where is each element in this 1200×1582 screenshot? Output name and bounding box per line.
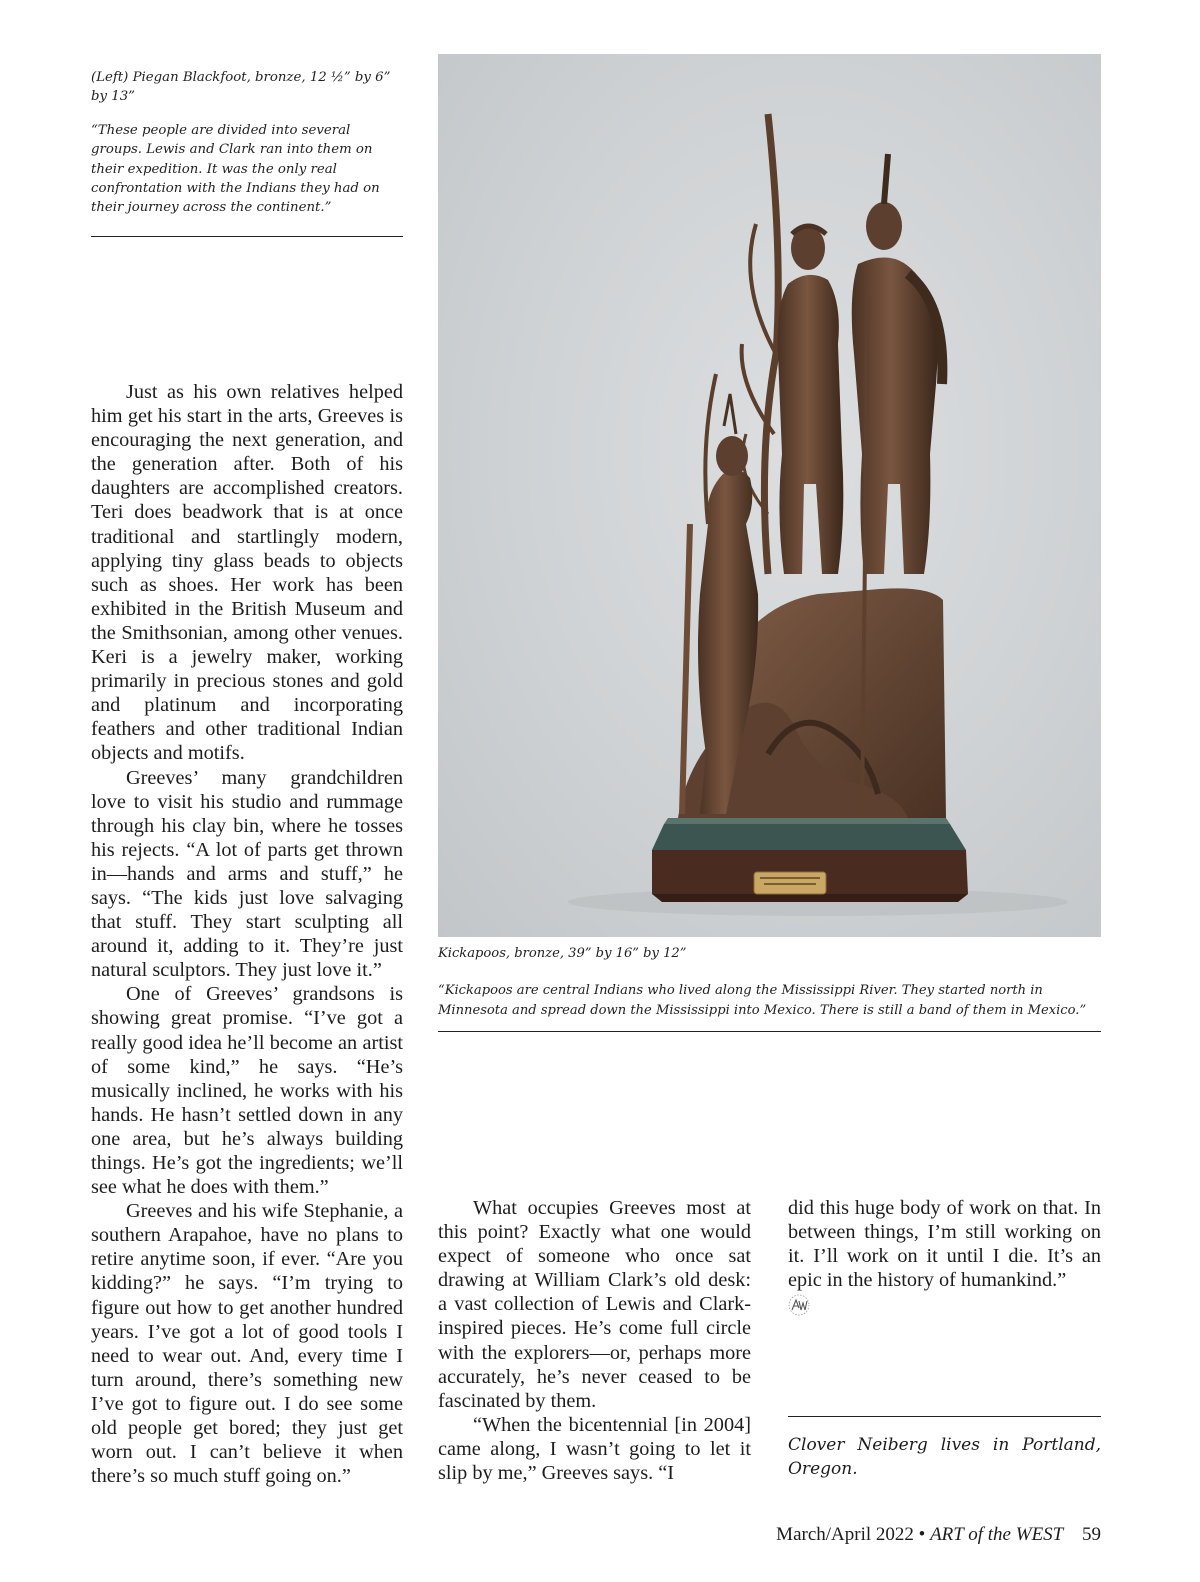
end-mark-icon — [788, 1294, 810, 1316]
paragraph: Greeves and his wife Stephanie, a southern Arapahoe, have no plans to retire anytime soon, if ever. “Are you kidding?” he says. “I’m trying to figure out how to get another hundred years. I’ve got a lot of good tools I need to wear out. And, every time I turn around, there’s something new I’ve got to figure out. I do see some old people get bored; they just get worn out. I can’t believe it when there’s so much stuff going on.” — [91, 1200, 403, 1488]
sculpture-illustration — [438, 54, 1101, 937]
paragraph: What occupies Greeves most at this point? Exactly what one would expect of someone who once sat drawing at William Clark’s old desk: a vast collection of Lewis and Clark-inspired pieces. He’s come full circle with the explorers—or, perhaps more accurately, he’s never ceased to be fascinated by them. — [438, 1197, 751, 1412]
footer-issue: March/April 2022 — [776, 1524, 914, 1545]
photo-caption-quote: “Kickapoos are central Indians who lived along the Mississippi River. They started north in Minnesota and spread down the Mississippi into Mexico. There is still a band of them in Mexico.” — [438, 983, 1087, 1018]
paragraph: did this huge body of work on that. In between things, I’m still working on it. I’ll work on it until I die. It’s an epic in the history of humankind.” — [788, 1197, 1101, 1292]
paragraph: Greeves’ many grandchildren love to visit his studio and rummage through his clay bin, where he tosses his rejects. “A lot of parts get thrown in—hands and arms and stuff,” he says. “The kids just love salvaging that stuff. They start sculpting all around it, adding to it. They’re just natural sculptors. They just love it.” — [91, 766, 403, 982]
left-caption-quote: “These people are divided into several groups. Lewis and Clark ran into them on their expedition. It was the only real confrontation with the Indians they had on their journey across the continent.” — [91, 122, 380, 216]
article-column-1 — [91, 380, 403, 1488]
author-note: Clover Neiberg lives in Portland, Oregon. — [788, 1435, 1101, 1479]
page-footer — [776, 1524, 1101, 1546]
kickapoos-sculpture-photo — [438, 54, 1101, 937]
author-rule — [788, 1416, 1101, 1417]
photo-caption-title: Kickapoos, bronze, 39” by 16” by 12” — [438, 946, 687, 961]
footer-magazine: ART of the WEST — [930, 1524, 1064, 1545]
photo-caption-rule — [438, 1031, 1101, 1032]
paragraph: “When the bicentennial [in 2004] came along, I wasn’t going to let it slip by me,” Greeves says. “I — [438, 1413, 751, 1485]
article-column-2 — [438, 1196, 751, 1485]
paragraph: Just as his own relatives helped him get his start in the arts, Greeves is encouraging the next generation, and the generation after. Both of his daughters are accomplished creators. Teri does beadwork that is at once traditional and startlingly modern, applying tiny glass beads to objects such as shoes. Her work has been exhibited in the British Museum and the Smithsonian, among other venues. Keri is a jewelry maker, working primarily in precious stones and gold and platinum and incorporating feathers and other traditional Indian objects and motifs. — [91, 381, 403, 765]
footer-bullet: • — [918, 1524, 926, 1545]
page-number: 59 — [1082, 1524, 1101, 1545]
photo-caption — [438, 944, 1101, 1020]
left-caption — [91, 68, 403, 218]
paragraph: One of Greeves’ grandsons is showing great promise. “I’ve got a really good idea he’ll become an artist of some kind,” he says. “He’s musically inclined, he works with his hands. He hasn’t settled down in any one area, but he’s always building things. He’s got the ingredients; we’ll see what he does with them.” — [91, 983, 403, 1199]
left-caption-rule — [91, 236, 403, 237]
left-caption-title: (Left) Piegan Blackfoot, bronze, 12 ½” by 6” by 13” — [91, 70, 391, 105]
article-column-3 — [788, 1196, 1101, 1292]
